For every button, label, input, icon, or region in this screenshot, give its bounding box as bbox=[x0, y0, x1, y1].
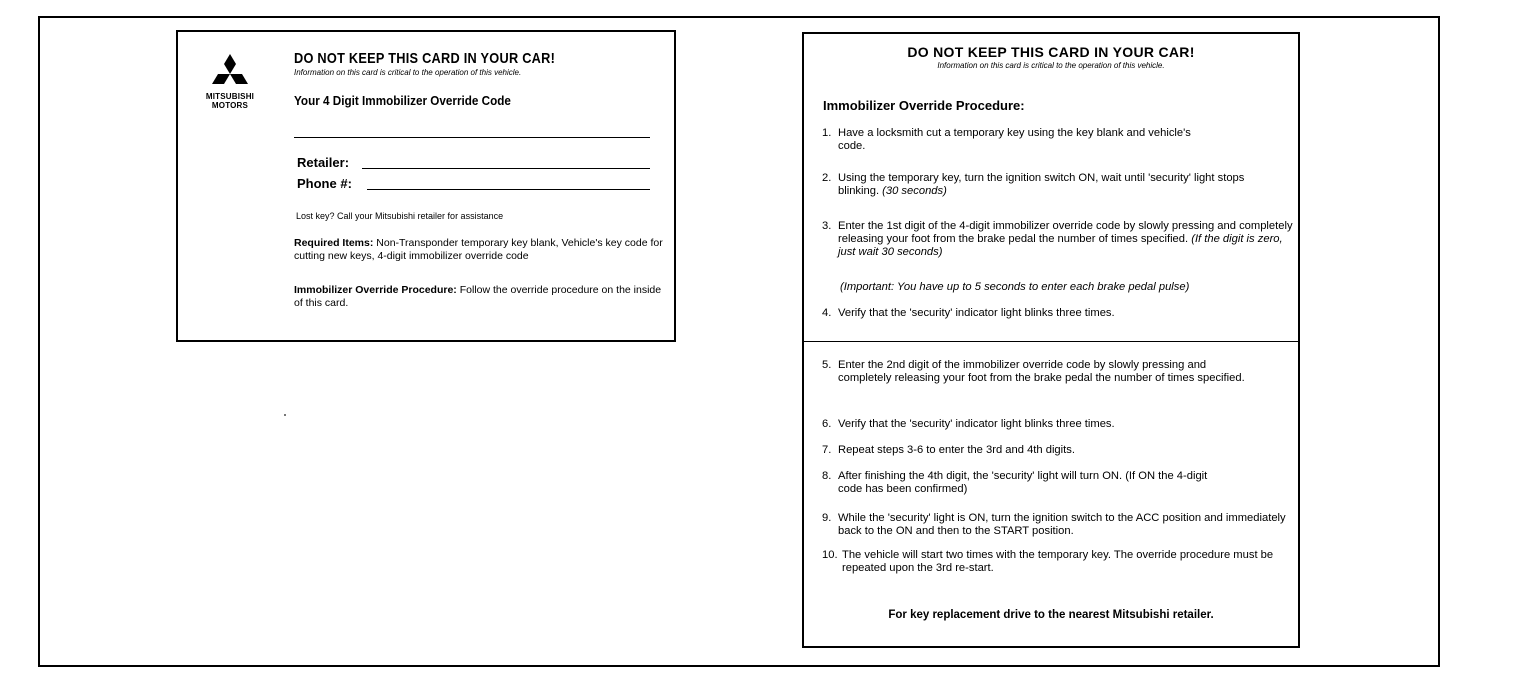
step-text: Using the temporary key, turn the ignition switch ON, wait until 'security' light stops blinking. bbox=[838, 172, 1245, 197]
phone-line bbox=[367, 189, 650, 190]
important-note: (Important: You have up to 5 seconds to enter each brake pedal pulse) bbox=[840, 281, 1190, 293]
step-text: Enter the 2nd digit of the immobilizer override code by slowly pressing and completely releasing your foot from the brake pedal the number of times specified. bbox=[838, 359, 1245, 384]
replacement-footer: For key replacement drive to the nearest Mitsubishi retailer. bbox=[888, 609, 1214, 621]
step-5 bbox=[822, 359, 1292, 385]
step-1 bbox=[822, 127, 1292, 153]
step-3 bbox=[822, 220, 1292, 259]
step-number: 2. bbox=[822, 172, 832, 184]
step-text: Verify that the 'security' indicator light blinks three times. bbox=[838, 307, 1115, 319]
step-text: Repeat steps 3-6 to enter the 3rd and 4th digits. bbox=[838, 444, 1075, 456]
step-number: 6. bbox=[822, 418, 832, 430]
scan-speck bbox=[284, 414, 286, 416]
front-procedure bbox=[294, 284, 664, 310]
step-text: Have a locksmith cut a temporary key using the key blank and vehicle's code. bbox=[838, 127, 1191, 152]
step-2 bbox=[822, 172, 1292, 198]
step-number: 3. bbox=[822, 220, 832, 232]
front-header bbox=[294, 50, 664, 108]
step-text: After finishing the 4th digit, the 'security' light will turn ON. (If ON the 4-digit code has been confirmed) bbox=[838, 470, 1208, 495]
step-number: 4. bbox=[822, 307, 832, 319]
lost-key-text: Lost key? Call your Mitsubishi retailer for assistance bbox=[296, 211, 504, 221]
front-procedure-text: Follow the override procedure on the inside of this card. bbox=[294, 284, 662, 309]
retailer-line bbox=[362, 168, 650, 169]
step-10 bbox=[822, 549, 1292, 575]
mitsubishi-logo bbox=[197, 52, 263, 110]
back-warning-subtitle: Information on this card is critical to the operation of this vehicle. bbox=[937, 61, 1165, 70]
phone-label: Phone #: bbox=[297, 176, 352, 191]
step-number: 1. bbox=[822, 127, 832, 139]
retailer-label: Retailer: bbox=[297, 155, 350, 170]
procedure-title: Immobilizer Override Procedure: bbox=[823, 98, 1025, 113]
step-note: (30 seconds) bbox=[882, 185, 947, 197]
required-items-label: Required Items: bbox=[294, 237, 374, 249]
logo-line-2: MOTORS bbox=[211, 101, 249, 110]
step-number: 9. bbox=[822, 512, 832, 524]
step-7 bbox=[822, 444, 1292, 457]
step-text: Enter the 1st digit of the 4-digit immobilizer override code by slowly pressing and completely releasing your foot from the brake pedal the number of times specified. bbox=[838, 220, 1293, 245]
step-8 bbox=[822, 470, 1292, 496]
fold-line bbox=[802, 341, 1300, 342]
step-number: 8. bbox=[822, 470, 832, 482]
front-warning-subtitle: Information on this card is critical to the operation of this vehicle. bbox=[294, 68, 522, 77]
logo-line-1: MITSUBISHI bbox=[205, 92, 255, 101]
step-text: While the 'security' light is ON, turn the ignition switch to the ACC position and immediately back to the ON and then to the START position. bbox=[838, 512, 1286, 537]
back-warning-title: DO NOT KEEP THIS CARD IN YOUR CAR! bbox=[907, 44, 1195, 60]
required-items-text: Non-Transponder temporary key blank, Vehicle's key code for cutting new keys, 4-digit immobilizer override code bbox=[294, 237, 663, 262]
step-9 bbox=[822, 512, 1292, 538]
step-number: 5. bbox=[822, 359, 832, 371]
step-text: Verify that the 'security' indicator light blinks three times. bbox=[838, 418, 1115, 430]
step-note: (If the digit is zero, just wait 30 seconds) bbox=[838, 233, 1283, 258]
front-warning-title: DO NOT KEEP THIS CARD IN YOUR CAR! bbox=[294, 50, 556, 67]
step-text: The vehicle will start two times with the temporary key. The override procedure must be repeated upon the 3rd re-start. bbox=[842, 549, 1274, 574]
step-number: 7. bbox=[822, 444, 832, 456]
step-6 bbox=[822, 418, 1292, 431]
required-items bbox=[294, 237, 664, 263]
step-number: 10. bbox=[822, 549, 838, 561]
override-code-line bbox=[294, 137, 650, 138]
step-4 bbox=[822, 307, 1292, 320]
front-procedure-label: Immobilizer Override Procedure: bbox=[294, 284, 457, 296]
override-code-label: Your 4 Digit Immobilizer Override Code bbox=[294, 93, 511, 108]
three-diamond-logo-icon bbox=[210, 52, 250, 92]
back-header bbox=[802, 32, 1300, 70]
